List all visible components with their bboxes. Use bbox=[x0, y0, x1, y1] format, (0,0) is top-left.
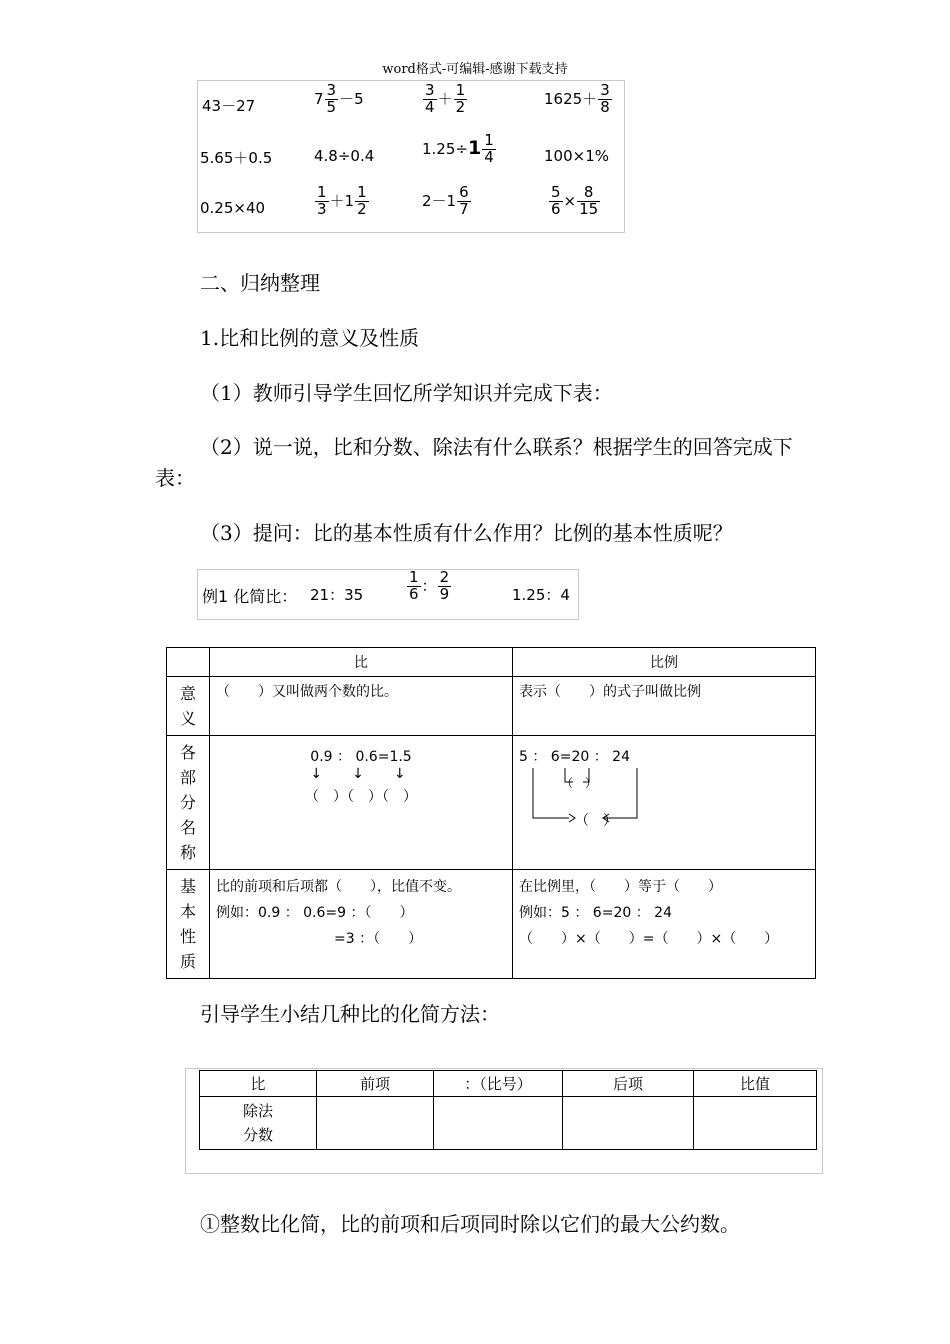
frac-num: 1 bbox=[357, 183, 367, 201]
frac bbox=[454, 83, 468, 116]
label-char: 称 bbox=[179, 843, 196, 862]
frac bbox=[423, 83, 437, 116]
t2-header-ratio: 比 bbox=[200, 1071, 317, 1097]
question-1: （1）教师引导学生回忆所学知识并完成下表： bbox=[200, 381, 613, 405]
proportion-meaning: 表示（ ）的式子叫做比例 bbox=[513, 677, 816, 736]
calc-r2c4: 100×1% bbox=[544, 147, 609, 165]
op: ＋1 bbox=[329, 191, 355, 210]
t2-label-fraction: 分数 bbox=[242, 1126, 273, 1144]
frac-den: 2 bbox=[357, 199, 367, 218]
ratio-property bbox=[210, 870, 513, 979]
example-box bbox=[197, 569, 579, 620]
t2-header-front: 前项 bbox=[317, 1071, 434, 1097]
label-char: 性 bbox=[179, 927, 196, 946]
frac-den: 7 bbox=[459, 199, 469, 218]
ratio-arrows: ↓↓↓ bbox=[310, 766, 436, 782]
ratio-proportion-table bbox=[166, 647, 816, 979]
proportion-expression: 5 ： 6=20 ： 24 bbox=[519, 749, 630, 765]
example-label: 例1 化简比： bbox=[202, 587, 298, 606]
row-label-parts bbox=[167, 736, 210, 870]
calc-r1c3 bbox=[422, 83, 468, 116]
calc-r1c1: 43－27 bbox=[202, 97, 256, 115]
calc-r2c1: 5.65＋0.5 bbox=[200, 149, 273, 167]
proportion-property bbox=[513, 870, 816, 979]
ratio-property-line2: 例如：0.9 ： 0.6=9 ：（ ） bbox=[216, 905, 414, 921]
label-char: 名 bbox=[179, 818, 196, 837]
calc-r3c2 bbox=[314, 185, 370, 218]
frac bbox=[355, 185, 369, 218]
whole: 1 bbox=[467, 136, 482, 159]
lead: 1.25÷ bbox=[422, 139, 468, 158]
proportion-parts bbox=[513, 736, 816, 870]
frac-num: 3 bbox=[326, 81, 337, 99]
proportion-property-line1: 在比例里，（ ）等于（ ） bbox=[519, 879, 722, 895]
frac-den: 15 bbox=[579, 199, 599, 218]
frac-den: 3 bbox=[317, 199, 327, 218]
t2-cell bbox=[563, 1097, 694, 1150]
calculation-box bbox=[197, 80, 625, 233]
frac-den: 5 bbox=[326, 97, 337, 116]
label-char: 基 bbox=[179, 877, 196, 896]
frac-den: 2 bbox=[455, 97, 466, 116]
example-c: 1.25：4 bbox=[512, 586, 570, 604]
label-char: 义 bbox=[179, 709, 196, 728]
t2-header-back: 后项 bbox=[563, 1071, 694, 1097]
ratio-expression: 0.9 ： 0.6=1.5 bbox=[310, 749, 412, 765]
calc-r1c2 bbox=[314, 83, 364, 116]
row-label-meaning bbox=[167, 677, 210, 736]
label-char: 分 bbox=[179, 793, 196, 812]
example-b bbox=[406, 570, 452, 603]
frac-den: 4 bbox=[484, 147, 494, 166]
item-heading: 1.比和比例的意义及性质 bbox=[200, 326, 420, 350]
row-label-property bbox=[167, 870, 210, 979]
calc-r3c3 bbox=[422, 185, 472, 218]
calc-r3c4 bbox=[548, 185, 601, 218]
label-char: 意 bbox=[179, 684, 196, 703]
proportion-property-line2: 例如：5 ： 6=20 ： 24 bbox=[519, 905, 672, 921]
frac-den: 6 bbox=[409, 584, 419, 603]
label-char: 本 bbox=[179, 902, 196, 921]
ratio-parts bbox=[210, 736, 513, 870]
section-heading: 二、归纳整理 bbox=[200, 271, 320, 295]
frac bbox=[577, 185, 600, 218]
question-2-line2: 表： bbox=[155, 466, 195, 490]
label-char: 部 bbox=[179, 768, 196, 787]
proportion-property-line3: （ ）×（ ）=（ ）×（ ） bbox=[519, 931, 779, 947]
calc-r1c2-whole: 7 bbox=[314, 89, 324, 108]
label-char: 质 bbox=[179, 952, 196, 971]
ratio-property-line3: =3 ：（ ） bbox=[334, 931, 423, 947]
calc-r3c1: 0.25×40 bbox=[200, 199, 266, 217]
op: ＋ bbox=[437, 89, 453, 108]
frac-num: 2 bbox=[439, 568, 450, 586]
ratio-meaning: （ ）又叫做两个数的比。 bbox=[210, 677, 513, 736]
summary-text: 引导学生小结几种比的化简方法： bbox=[200, 1002, 500, 1026]
op: × bbox=[563, 191, 577, 210]
ratio-property-line1: 比的前项和后项都（ ），比值不变。 bbox=[216, 879, 461, 895]
t2-cell bbox=[317, 1097, 434, 1150]
ratio-compare-table bbox=[199, 1070, 817, 1150]
frac-num: 6 bbox=[459, 183, 469, 201]
page-header: word格式-可编辑-感谢下载支持 bbox=[382, 62, 568, 77]
frac bbox=[315, 185, 329, 218]
calc-r2c3 bbox=[422, 133, 497, 166]
frac-den: 8 bbox=[600, 97, 610, 116]
frac bbox=[438, 570, 452, 603]
frac-den: 9 bbox=[439, 584, 450, 603]
header-ratio: 比 bbox=[210, 648, 513, 677]
calc-r1c2-tail: －5 bbox=[339, 89, 364, 108]
frac-num: 1 bbox=[317, 183, 327, 201]
calc-r2c2: 4.8÷0.4 bbox=[314, 147, 375, 165]
sep: ： bbox=[421, 576, 437, 595]
question-3: （3）提问：比的基本性质有什么作用？比例的基本性质呢？ bbox=[200, 521, 733, 545]
frac bbox=[457, 185, 471, 218]
t2-row-label bbox=[200, 1097, 317, 1150]
ratio-blanks: （ ）（ ）（ ） bbox=[305, 789, 417, 805]
frac-num: 1 bbox=[455, 81, 466, 99]
frac bbox=[482, 133, 496, 166]
calc-r1c2-frac bbox=[325, 83, 339, 116]
question-2-line1: （2）说一说，比和分数、除法有什么联系？根据学生的回答完成下 bbox=[200, 435, 793, 459]
lead: 2－1 bbox=[422, 191, 457, 210]
t2-cell bbox=[694, 1097, 817, 1150]
frac-den: 4 bbox=[425, 97, 435, 116]
label-char: 各 bbox=[179, 743, 196, 762]
corner-cell bbox=[167, 648, 210, 677]
frac-num: 8 bbox=[577, 185, 600, 202]
frac-num: 1 bbox=[409, 568, 419, 586]
frac bbox=[598, 83, 612, 116]
frac bbox=[407, 570, 421, 603]
proportion-blank-inner: （ ） bbox=[561, 776, 598, 790]
t2-cell bbox=[434, 1097, 563, 1150]
t2-label-division: 除法 bbox=[242, 1102, 273, 1120]
proportion-blank-outer: （ ） bbox=[575, 813, 617, 829]
header-proportion: 比例 bbox=[513, 648, 816, 677]
frac-den: 6 bbox=[551, 199, 561, 218]
frac-num: 3 bbox=[600, 81, 610, 99]
frac-num: 5 bbox=[551, 183, 561, 201]
example-a: 21：35 bbox=[310, 586, 364, 604]
t2-header-value: 比值 bbox=[694, 1071, 817, 1097]
frac bbox=[549, 185, 563, 218]
frac-num: 1 bbox=[484, 131, 494, 149]
lead: 1625＋ bbox=[544, 89, 598, 108]
calc-r1c4 bbox=[544, 83, 613, 116]
t2-header-sign: ：（比号） bbox=[434, 1071, 563, 1097]
method-1: ①整数比化简，比的前项和后项同时除以它们的最大公约数。 bbox=[200, 1212, 740, 1236]
frac-num: 3 bbox=[425, 81, 435, 99]
